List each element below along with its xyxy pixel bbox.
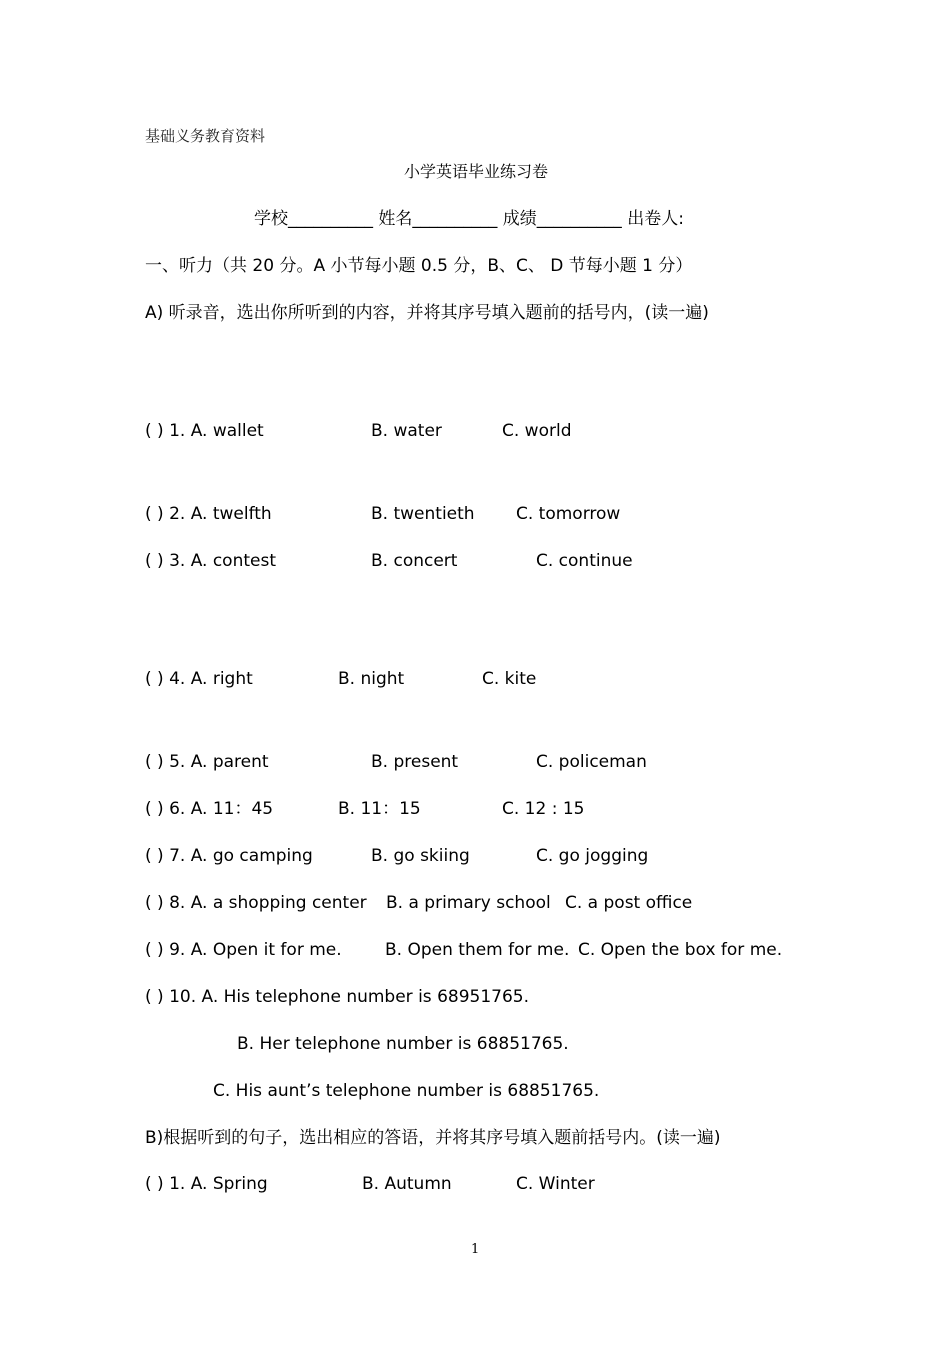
question-3-c: C. continue	[536, 551, 633, 571]
question-9-b: B. Open them for me.	[385, 940, 570, 960]
question-2-c: C. tomorrow	[516, 504, 621, 524]
question-5-b: B. present	[371, 752, 459, 772]
question-1-a: ( ) 1. A. wallet	[145, 421, 264, 441]
part-a-instruction: A) 听录音，选出你所听到的内容，并将其序号填入题前的括号内，(读一遍)	[145, 303, 709, 323]
question-3-a: ( ) 3. A. contest	[145, 551, 277, 571]
question-10-b: B. Her telephone number is 68851765.	[237, 1034, 569, 1054]
question-4-a: ( ) 4. A. right	[145, 669, 253, 689]
question-9-a: ( ) 9. A. Open it for me.	[145, 940, 342, 960]
question-2-b: B. twentieth	[371, 504, 475, 524]
question-7-c: C. go jogging	[536, 846, 649, 866]
question-8-b: B. a primary school	[386, 893, 551, 913]
question-5-c: C. policeman	[536, 752, 647, 772]
question-3-b: B. concert	[371, 551, 458, 571]
question-6-b: B. 11：15	[338, 799, 421, 819]
question-2-a: ( ) 2. A. twelfth	[145, 504, 272, 524]
question-8-c: C. a post office	[565, 893, 693, 913]
question-9-c: C. Open the box for me.	[578, 940, 783, 960]
section-heading: 一、听力（共 20 分。A 小节每小题 0.5 分，B、C、 D 节每小题 1 分）	[145, 256, 693, 276]
question-10-a: ( ) 10. A. His telephone number is 68951765.	[145, 987, 529, 1007]
part-b-question-1-a: ( ) 1. A. Spring	[145, 1174, 268, 1194]
question-1-c: C. world	[502, 421, 572, 441]
part-b-instruction: B)根据听到的句子，选出相应的答语，并将其序号填入题前括号内。(读一遍)	[145, 1128, 721, 1148]
question-5-a: ( ) 5. A. parent	[145, 752, 269, 772]
header-note: 基础义务教育资料	[145, 127, 266, 145]
question-1-b: B. water	[371, 421, 442, 441]
page-number: 1	[471, 1242, 480, 1257]
question-7-b: B. go skiing	[371, 846, 470, 866]
question-4-b: B. night	[338, 669, 405, 689]
student-info-line: 学校__________ 姓名__________ 成绩__________ 出卷人:	[254, 209, 684, 229]
page-title: 小学英语毕业练习卷	[404, 162, 549, 181]
question-6-c: C. 12 : 15	[502, 799, 585, 819]
question-4-c: C. kite	[482, 669, 537, 689]
question-10-c: C. His aunt’s telephone number is 68851765.	[213, 1081, 600, 1101]
question-8-a: ( ) 8. A. a shopping center	[145, 893, 367, 913]
part-b-question-1-b: B. Autumn	[362, 1174, 452, 1194]
part-b-question-1-c: C. Winter	[516, 1174, 595, 1194]
question-6-a: ( ) 6. A. 11：45	[145, 799, 274, 819]
question-7-a: ( ) 7. A. go camping	[145, 846, 313, 866]
